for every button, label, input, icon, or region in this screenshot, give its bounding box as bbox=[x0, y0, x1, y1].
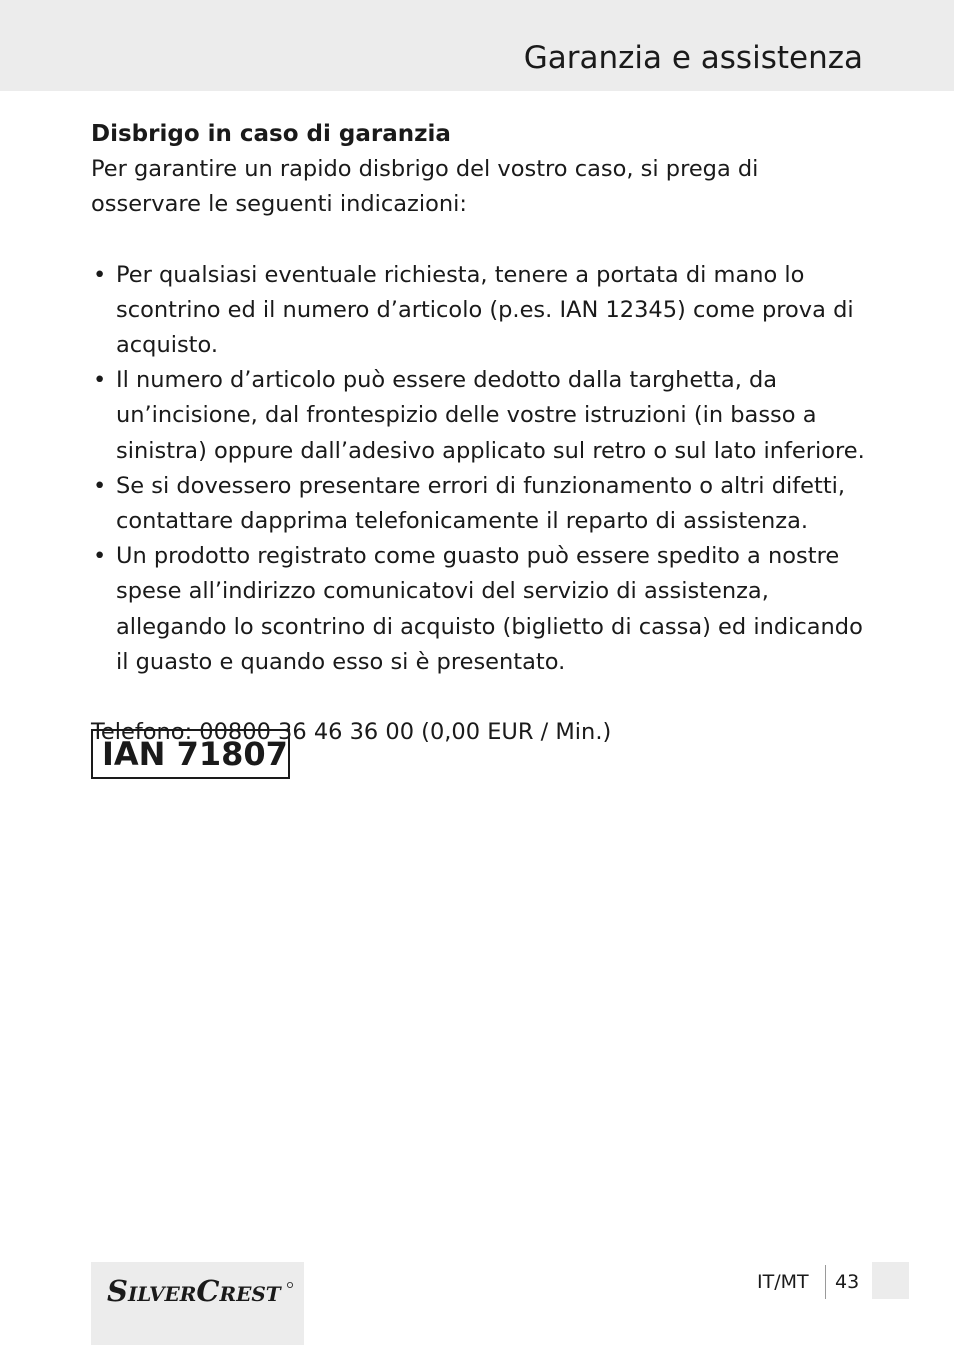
silvercrest-logo bbox=[107, 1270, 297, 1310]
bullet-icon: • bbox=[93, 472, 107, 499]
bullet-icon: • bbox=[93, 543, 107, 570]
page-title: Garanzia e assistenza bbox=[523, 40, 863, 76]
ian-box bbox=[91, 729, 290, 779]
list-item bbox=[91, 539, 866, 680]
list-item bbox=[91, 469, 866, 539]
list-item bbox=[91, 258, 866, 364]
page-number-divider bbox=[825, 1265, 826, 1299]
list-item bbox=[91, 363, 866, 469]
list-item-text: Il numero d’articolo può essere dedotto dalla targhetta, da un’incisione, dal frontespizio delle vostre istruzioni (in basso a sinistra) oppure dall’adesivo applicato sul retro o sul lato inferiore. bbox=[116, 367, 865, 464]
intro-paragraph: Per garantire un rapido disbrigo del vostro caso, si prega di osservare le seguenti indicazioni: bbox=[91, 156, 759, 218]
phone-line: Telefono: 00800 36 46 36 00 (0,00 EUR / Min.) bbox=[91, 719, 612, 746]
language-code: IT/MT bbox=[757, 1271, 809, 1293]
instruction-list bbox=[91, 258, 866, 680]
page-tab-marker bbox=[872, 1262, 909, 1299]
svg-text:SILVERCREST: SILVERCREST bbox=[107, 1274, 281, 1308]
list-item-text: Per qualsiasi eventuale richiesta, tenere a portata di mano lo scontrino ed il numero d’articolo (p.es. IAN 12345) come prova di acquisto. bbox=[116, 261, 854, 359]
brand-logo-box bbox=[91, 1262, 304, 1345]
list-item-text: Se si dovessero presentare errori di funzionamento o altri difetti, contattare dapprima telefonicamente il reparto di assistenza. bbox=[116, 472, 846, 535]
main-content bbox=[91, 117, 866, 750]
ian-number: IAN 71807 bbox=[102, 735, 288, 773]
bullet-icon: • bbox=[93, 261, 107, 288]
section-heading: Disbrigo in caso di garanzia bbox=[91, 121, 451, 147]
bullet-icon: • bbox=[93, 367, 107, 394]
list-item-text: Un prodotto registrato come guasto può essere spedito a nostre spese all’indirizzo comunicatovi del servizio di assistenza, allegando lo scontrino di acquisto (biglietto di cassa) ed indicando il guasto e quando esso si è presentato. bbox=[116, 543, 863, 675]
page-number: 43 bbox=[835, 1271, 860, 1293]
